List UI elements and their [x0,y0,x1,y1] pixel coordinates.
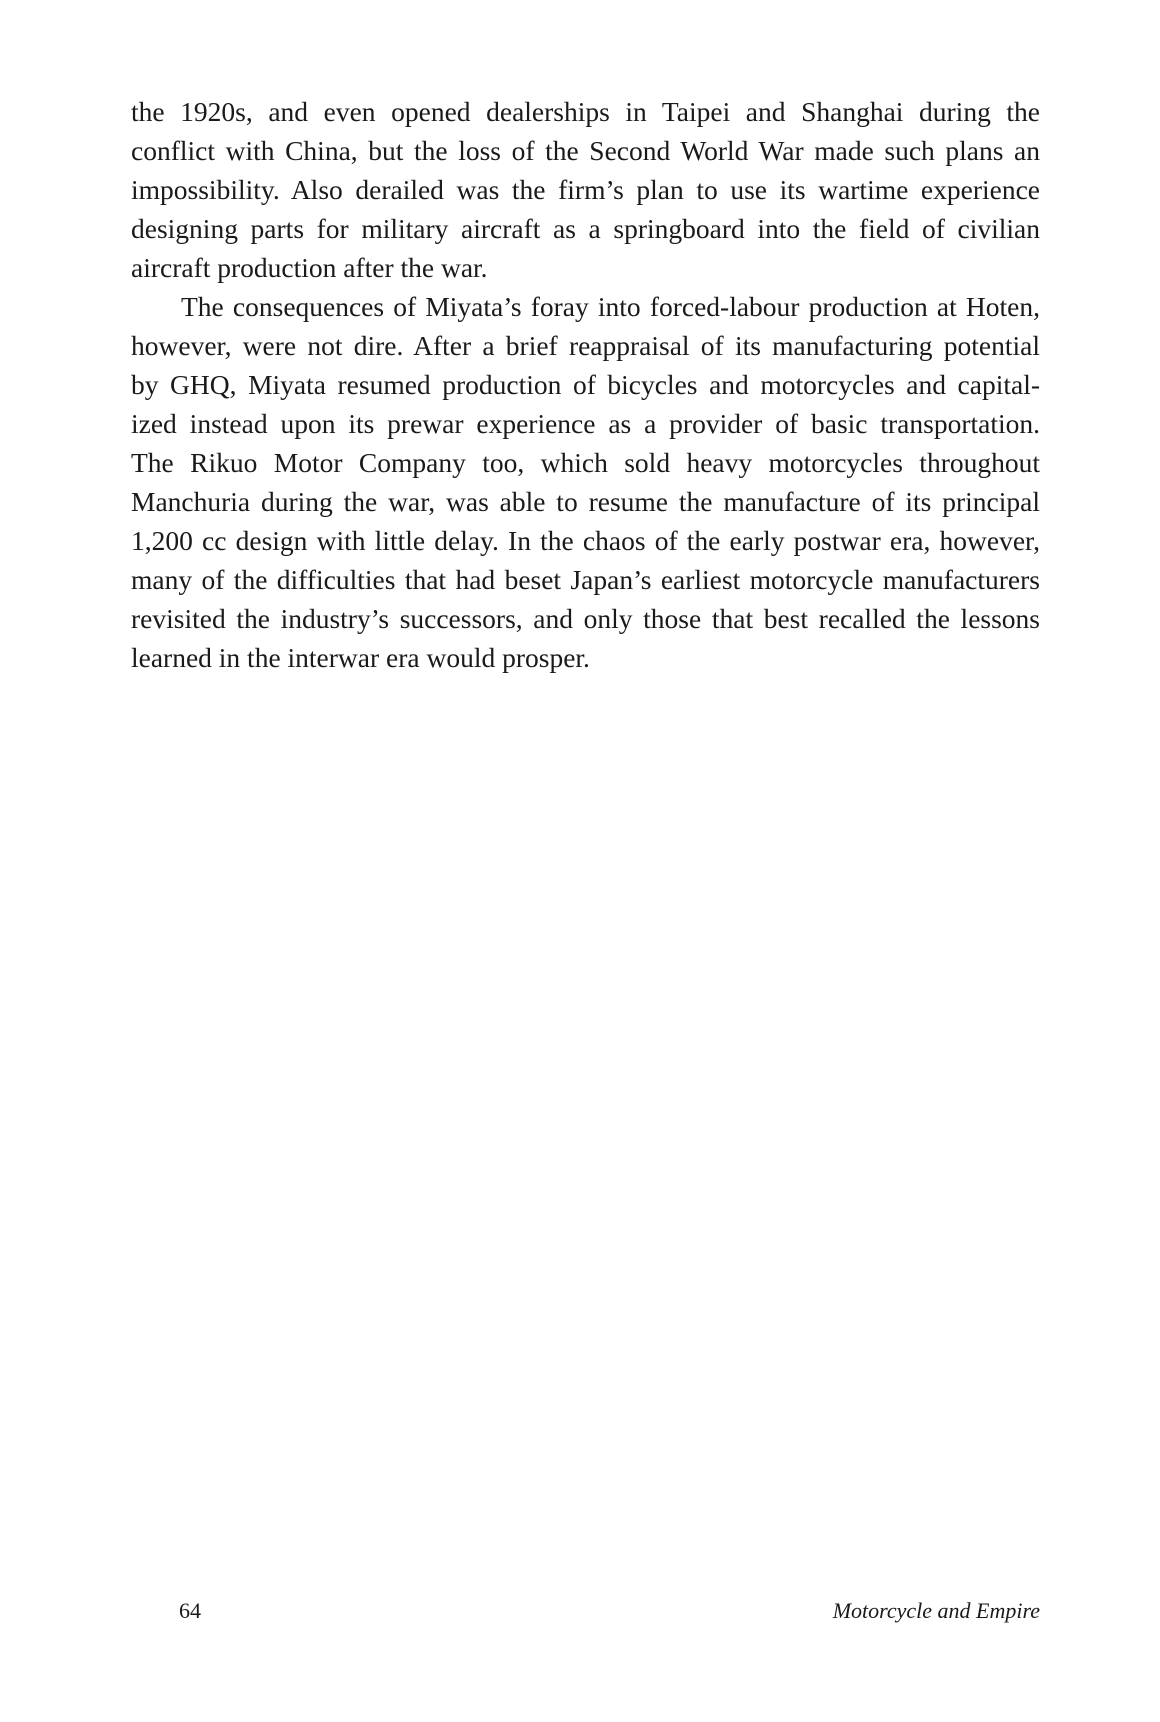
text-line: revisited the industry’s successors, and only those that best recalled the lessons [131,603,1040,634]
text-line: The consequences of Miyata’s foray into forced-labour production at Hoten, [181,291,1040,322]
paragraph-2 [131,287,1040,677]
text-line: Manchuria during the war, was able to resume the manufacture of its principal [131,486,1040,517]
text-line: conflict with China, but the loss of the Second World War made such plans an [131,135,1040,166]
page-footer [131,1593,1040,1629]
text-line: impossibility. Also derailed was the firm’s plan to use its wartime experience [131,174,1040,205]
text-line: ized instead upon its prewar experience as a provider of basic transportation. [131,408,1040,439]
text-line: the 1920s, and even opened dealerships in Taipei and Shanghai during the [131,96,1040,127]
text-line: aircraft production after the war. [131,252,488,283]
text-line: designing parts for military aircraft as a springboard into the field of civilian [131,213,1040,244]
text-line: The Rikuo Motor Company too, which sold heavy motorcycles throughout [131,447,1040,478]
body-text [131,92,1040,677]
running-title: Motorcycle and Empire [832,1598,1040,1623]
text-line: by GHQ, Miyata resumed production of bicycles and motorcycles and capital- [131,369,1040,400]
text-line: many of the difficulties that had beset Japan’s earliest motorcycle manufacturers [131,564,1040,595]
text-line: however, were not dire. After a brief reappraisal of its manufacturing potential [131,330,1040,361]
paragraph-1 [131,92,1040,287]
page-number: 64 [179,1598,201,1623]
text-line: learned in the interwar era would prosper. [131,642,590,673]
text-line: 1,200 cc design with little delay. In the chaos of the early postwar era, however, [131,525,1040,556]
